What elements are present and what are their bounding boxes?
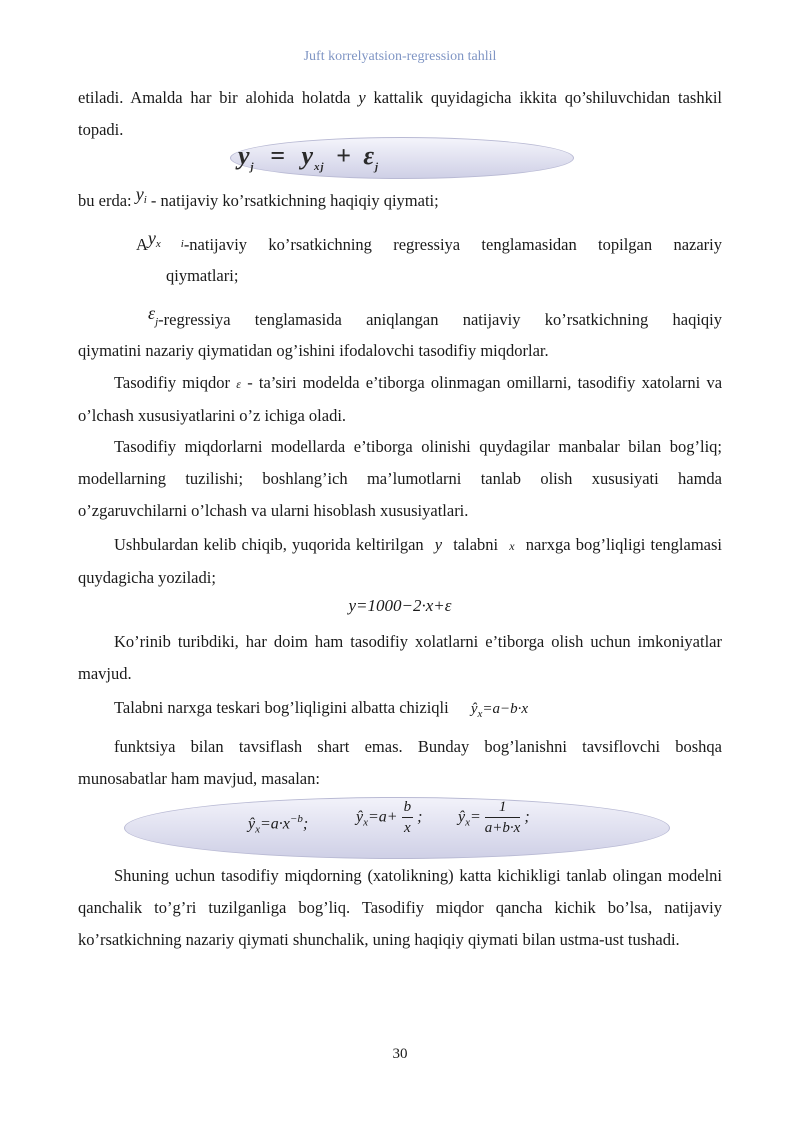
paragraph-other-relations: funktsiya bilan tavsiflash shart emas. Bunday bog’lanishni tavsiflovchi boshqa munosabatlar ham mavjud, masalan: xyxy=(78,737,722,788)
paragraph-opportunities: Ko’rinib turibdiki, har doim ham tasodifiy xolatlarni e’tiborga olish uchun imkoniyatlar mavjud. xyxy=(78,632,722,683)
paragraph-random-effect: Tasodifiy miqdor ε - ta’siri modelda e’tiborga olinmagan omillarni, tasodifiy xatolarni va o’lchash xususiyatlarini o’z ichiga oladi. xyxy=(78,373,723,425)
formula-decomposition: $y_j = y_{xj} + \varepsilon_j$ xyxy=(238,141,380,174)
page-number: 30 xyxy=(392,1046,408,1062)
definition-yi: bu erda: yi - natijaviy ko’rsatkichning haqiqiy qiymati; xyxy=(78,184,439,210)
formula-nonlinear: $ŷ_x=a\cdot x^{-b}$; $ŷ_x=a+$ $\frac{b}{x}$ ; $ŷ_x=$ $\frac{1}{a+b\cdot x}$ ; xyxy=(248,799,530,836)
definition-eps-cont: qiymatini nazariy qiymatidan og’ishini ifodalovchi tasodifiy miqdorlar. xyxy=(78,341,549,360)
paragraph-conclusion: Shuning uchun tasodifiy miqdorning (xatolikning) katta kichikligi tanlab olingan modelni qanchalik to’g’ri tuzilganliga bog’liq. Tasodifiy miqdor qancha kichik bo’lsa, natijaviy ko’rsatkichning nazariy qiymati shunchalik, uning haqiqiy qiymati bilan ustma-ust tushadi. xyxy=(78,866,722,949)
equation-demand: y=1000−2·x+ε xyxy=(348,596,452,615)
text: kattalik quyidagicha ikkita qo’shiluvchidan tashkil topadi. xyxy=(78,88,723,139)
definition-eps: εj-regressiya tenglamasida aniqlangan natijaviy ko’rsatkichning haqiqiy xyxy=(148,303,722,329)
definition-yx: Ayx i-natijaviy ko’rsatkichning regressiya tenglamasidan topilgan nazariy xyxy=(136,228,722,254)
paragraph-linear: Talabni narxga teskari bog’liqligini albatta chiziqli $ŷ_x=a-b\cdot x$ xyxy=(114,698,529,720)
text: etiladi. Amalda har bir alohida holatda xyxy=(78,88,351,107)
running-header: Juft korrelyatsion-regression tahlil xyxy=(303,49,497,64)
math-var: y xyxy=(358,88,366,107)
paragraph-demand-equation: Ushbulardan kelib chiqib, yuqorida keltirilgan y talabni x narxga bog’liqligi tenglamasi quydagicha yoziladi; xyxy=(78,535,722,587)
paragraph-sources: Tasodifiy miqdorlarni modellarda e’tiborga olinishi quydagilar manbalar bilan bog’liq; modellarning tuzilishi; boshlang’ich ma’lumotlarni tanlab olish xususiyati hamda o’zgaruvchilarni o’lchash va ularni hisoblash xususiyatlari. xyxy=(78,437,722,520)
linear-formula: $ŷ_x=a-b\cdot x$ xyxy=(470,701,529,720)
definition-yx-cont: qiymatlari; xyxy=(166,266,239,285)
